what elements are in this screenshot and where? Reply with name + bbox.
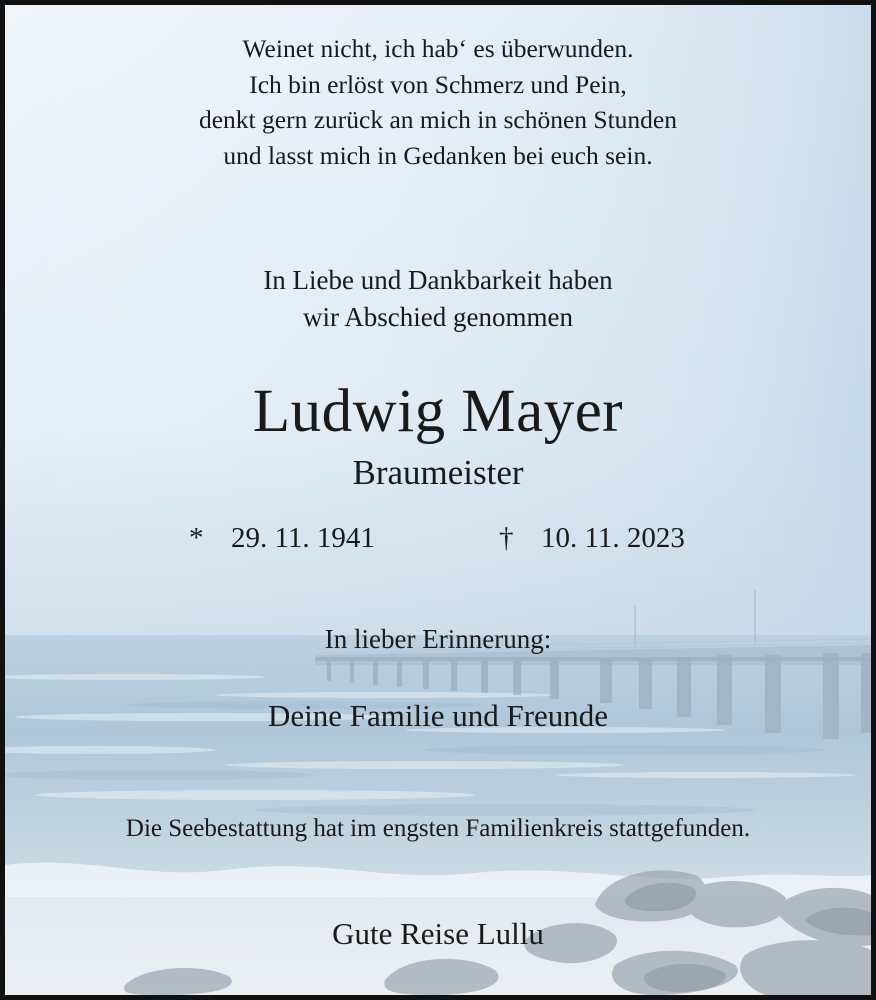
poem-verse: [5, 31, 871, 173]
deceased-profession: Braumeister: [352, 453, 524, 492]
birth-star-icon: *: [189, 522, 204, 554]
notice-content: [5, 5, 871, 995]
death-date: 10. 11. 2023: [541, 522, 685, 554]
farewell-message: Gute Reise Lullu: [332, 916, 544, 951]
birth-date-group: [189, 518, 375, 558]
poem-line: Ich bin erlöst von Schmerz und Pein,: [249, 69, 627, 99]
deceased-name: Ludwig Mayer: [252, 378, 624, 445]
birth-date: 29. 11. 1941: [231, 522, 375, 554]
poem-line: Weinet nicht, ich hab‘ es überwunden.: [242, 34, 634, 63]
intro-line: In Liebe und Dankbarkeit haben: [263, 265, 613, 295]
memory-heading: In lieber Erinnerung:: [324, 624, 552, 654]
burial-notice: Die Seebestattung hat im engsten Familienkreis stattgefunden.: [125, 815, 751, 842]
death-date-group: [499, 518, 685, 558]
poem-line: und lasst mich in Gedanken bei euch sein.: [223, 140, 653, 170]
intro-line: wir Abschied genommen: [303, 302, 573, 332]
mourners-signature: Deine Familie und Freunde: [267, 698, 609, 733]
death-cross-icon: †: [499, 522, 514, 554]
farewell-intro: [5, 262, 871, 336]
poem-line: denkt gern zurück an mich in schönen Stunden: [198, 105, 677, 134]
